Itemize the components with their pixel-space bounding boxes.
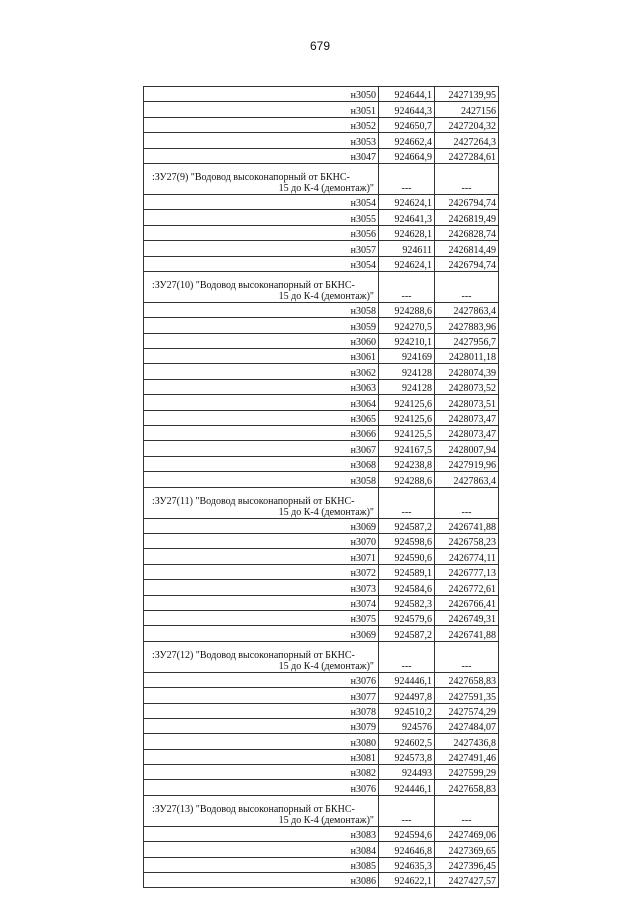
point-id-cell: н3079 <box>144 718 379 733</box>
table-row <box>144 826 499 841</box>
y-coordinate-cell: 2426774,11 <box>435 549 499 564</box>
x-coordinate-cell: 924589,1 <box>379 564 435 579</box>
y-coordinate-cell: 2427658,83 <box>435 780 499 795</box>
table-row <box>144 718 499 733</box>
y-coordinate-cell: 2427658,83 <box>435 672 499 687</box>
y-coordinate-cell: --- <box>435 641 499 672</box>
table-row <box>144 518 499 533</box>
section-title-cell <box>144 271 379 302</box>
section-header-row <box>144 271 499 302</box>
y-coordinate-cell: 2427863,4 <box>435 302 499 317</box>
table-row <box>144 749 499 764</box>
x-coordinate-cell: 924270,5 <box>379 318 435 333</box>
table-row <box>144 410 499 425</box>
x-coordinate-cell: 924664,9 <box>379 148 435 163</box>
section-title-line1: :ЗУ27(10) "Водовод высоконапорный от БКНС- <box>152 279 355 291</box>
y-coordinate-cell: 2428011,18 <box>435 349 499 364</box>
y-coordinate-cell: 2427427,57 <box>435 873 499 888</box>
point-id-cell: н3068 <box>144 456 379 471</box>
x-coordinate-cell: 924128 <box>379 379 435 394</box>
point-id-cell: н3051 <box>144 102 379 117</box>
table-row <box>144 241 499 256</box>
y-coordinate-cell: 2428007,94 <box>435 441 499 456</box>
y-coordinate-cell: 2428074,39 <box>435 364 499 379</box>
section-header-row <box>144 163 499 194</box>
point-id-cell: н3063 <box>144 379 379 394</box>
point-id-cell: н3076 <box>144 780 379 795</box>
y-coordinate-cell: 2427574,29 <box>435 703 499 718</box>
x-coordinate-cell: 924590,6 <box>379 549 435 564</box>
x-coordinate-cell: 924573,8 <box>379 749 435 764</box>
point-id-cell: н3055 <box>144 210 379 225</box>
table-row <box>144 580 499 595</box>
x-coordinate-cell: --- <box>379 163 435 194</box>
x-coordinate-cell: 924288,6 <box>379 302 435 317</box>
table-row <box>144 765 499 780</box>
table-row <box>144 87 499 102</box>
y-coordinate-cell: --- <box>435 163 499 194</box>
section-title-line1: :ЗУ27(11) "Водовод высоконапорный от БКНС- <box>152 495 355 507</box>
x-coordinate-cell: 924576 <box>379 718 435 733</box>
x-coordinate-cell: 924624,1 <box>379 194 435 209</box>
table-row <box>144 780 499 795</box>
x-coordinate-cell: 924497,8 <box>379 688 435 703</box>
y-coordinate-cell: --- <box>435 487 499 518</box>
y-coordinate-cell: 2427204,32 <box>435 117 499 132</box>
x-coordinate-cell: 924579,6 <box>379 610 435 625</box>
section-title-line2: 15 до К-4 (демонтаж)" <box>278 182 374 194</box>
x-coordinate-cell: --- <box>379 795 435 826</box>
section-title-line2: 15 до К-4 (демонтаж)" <box>278 290 374 302</box>
table-row <box>144 256 499 271</box>
point-id-cell: н3083 <box>144 826 379 841</box>
point-id-cell: н3073 <box>144 580 379 595</box>
point-id-cell: н3075 <box>144 610 379 625</box>
point-id-cell: н3074 <box>144 595 379 610</box>
point-id-cell: н3062 <box>144 364 379 379</box>
point-id-cell: н3054 <box>144 194 379 209</box>
y-coordinate-cell: 2427264,3 <box>435 133 499 148</box>
table-row <box>144 148 499 163</box>
x-coordinate-cell: 924167,5 <box>379 441 435 456</box>
table-row <box>144 441 499 456</box>
table-row <box>144 564 499 579</box>
point-id-cell: н3084 <box>144 842 379 857</box>
table-row <box>144 703 499 718</box>
x-coordinate-cell: --- <box>379 487 435 518</box>
point-id-cell: н3060 <box>144 333 379 348</box>
coordinates-table-body <box>144 87 499 888</box>
x-coordinate-cell: 924641,3 <box>379 210 435 225</box>
x-coordinate-cell: 924128 <box>379 364 435 379</box>
x-coordinate-cell: 924611 <box>379 241 435 256</box>
y-coordinate-cell: 2426741,88 <box>435 626 499 641</box>
y-coordinate-cell: 2427396,45 <box>435 857 499 872</box>
x-coordinate-cell: 924210,1 <box>379 333 435 348</box>
x-coordinate-cell: 924594,6 <box>379 826 435 841</box>
table-row <box>144 595 499 610</box>
y-coordinate-cell: --- <box>435 271 499 302</box>
table-row <box>144 472 499 487</box>
point-id-cell: н3061 <box>144 349 379 364</box>
point-id-cell: н3081 <box>144 749 379 764</box>
point-id-cell: н3072 <box>144 564 379 579</box>
y-coordinate-cell: 2427591,35 <box>435 688 499 703</box>
section-title-line1: :ЗУ27(9) "Водовод высоконапорный от БКНС- <box>152 171 350 183</box>
point-id-cell: н3054 <box>144 256 379 271</box>
table-row <box>144 873 499 888</box>
y-coordinate-cell: 2426772,61 <box>435 580 499 595</box>
x-coordinate-cell: 924446,1 <box>379 672 435 687</box>
y-coordinate-cell: 2426758,23 <box>435 533 499 548</box>
table-row <box>144 610 499 625</box>
point-id-cell: н3059 <box>144 318 379 333</box>
y-coordinate-cell: 2427469,06 <box>435 826 499 841</box>
point-id-cell: н3086 <box>144 873 379 888</box>
y-coordinate-cell: 2427956,7 <box>435 333 499 348</box>
x-coordinate-cell: 924644,3 <box>379 102 435 117</box>
y-coordinate-cell: 2427491,46 <box>435 749 499 764</box>
table-row <box>144 318 499 333</box>
x-coordinate-cell: 924125,6 <box>379 395 435 410</box>
point-id-cell: н3069 <box>144 518 379 533</box>
x-coordinate-cell: --- <box>379 641 435 672</box>
table-row <box>144 225 499 240</box>
y-coordinate-cell: 2428073,51 <box>435 395 499 410</box>
y-coordinate-cell: 2426777,13 <box>435 564 499 579</box>
section-title-line1: :ЗУ27(12) "Водовод высоконапорный от БКНС- <box>152 649 355 661</box>
section-title-line1: :ЗУ27(13) "Водовод высоконапорный от БКНС- <box>152 803 355 815</box>
point-id-cell: н3077 <box>144 688 379 703</box>
x-coordinate-cell: 924584,6 <box>379 580 435 595</box>
x-coordinate-cell: 924646,8 <box>379 842 435 857</box>
y-coordinate-cell: 2427883,96 <box>435 318 499 333</box>
table-row <box>144 117 499 132</box>
y-coordinate-cell: 2427139,95 <box>435 87 499 102</box>
table-row <box>144 364 499 379</box>
x-coordinate-cell: 924602,5 <box>379 734 435 749</box>
table-row <box>144 210 499 225</box>
table-row <box>144 688 499 703</box>
y-coordinate-cell: 2427863,4 <box>435 472 499 487</box>
x-coordinate-cell: 924628,1 <box>379 225 435 240</box>
point-id-cell: н3071 <box>144 549 379 564</box>
x-coordinate-cell: 924493 <box>379 765 435 780</box>
table-row <box>144 133 499 148</box>
x-coordinate-cell: --- <box>379 271 435 302</box>
x-coordinate-cell: 924598,6 <box>379 533 435 548</box>
point-id-cell: н3066 <box>144 426 379 441</box>
point-id-cell: н3065 <box>144 410 379 425</box>
x-coordinate-cell: 924446,1 <box>379 780 435 795</box>
section-title-line2: 15 до К-4 (демонтаж)" <box>278 660 374 672</box>
point-id-cell: н3050 <box>144 87 379 102</box>
y-coordinate-cell: 2426819,49 <box>435 210 499 225</box>
table-row <box>144 349 499 364</box>
table-row <box>144 734 499 749</box>
table-row <box>144 379 499 394</box>
y-coordinate-cell: 2428073,47 <box>435 426 499 441</box>
y-coordinate-cell: 2426794,74 <box>435 256 499 271</box>
point-id-cell: н3047 <box>144 148 379 163</box>
y-coordinate-cell: 2426794,74 <box>435 194 499 209</box>
table-row <box>144 533 499 548</box>
section-title-cell <box>144 795 379 826</box>
table-row <box>144 456 499 471</box>
y-coordinate-cell: 2427919,96 <box>435 456 499 471</box>
x-coordinate-cell: 924238,8 <box>379 456 435 471</box>
section-header-row <box>144 487 499 518</box>
section-title-line2: 15 до К-4 (демонтаж)" <box>278 506 374 518</box>
table-row <box>144 333 499 348</box>
x-coordinate-cell: 924125,6 <box>379 410 435 425</box>
point-id-cell: н3070 <box>144 533 379 548</box>
section-title-cell <box>144 487 379 518</box>
section-title-cell <box>144 641 379 672</box>
point-id-cell: н3076 <box>144 672 379 687</box>
section-header-row <box>144 795 499 826</box>
page-number: 679 <box>309 39 331 53</box>
table-row <box>144 626 499 641</box>
x-coordinate-cell: 924624,1 <box>379 256 435 271</box>
point-id-cell: н3058 <box>144 472 379 487</box>
point-id-cell: н3058 <box>144 302 379 317</box>
x-coordinate-cell: 924650,7 <box>379 117 435 132</box>
y-coordinate-cell: 2427369,65 <box>435 842 499 857</box>
point-id-cell: н3067 <box>144 441 379 456</box>
x-coordinate-cell: 924510,2 <box>379 703 435 718</box>
x-coordinate-cell: 924125,5 <box>379 426 435 441</box>
point-id-cell: н3052 <box>144 117 379 132</box>
point-id-cell: н3082 <box>144 765 379 780</box>
x-coordinate-cell: 924662,4 <box>379 133 435 148</box>
x-coordinate-cell: 924582,3 <box>379 595 435 610</box>
point-id-cell: н3078 <box>144 703 379 718</box>
table-row <box>144 302 499 317</box>
table-row <box>144 842 499 857</box>
y-coordinate-cell: 2428073,52 <box>435 379 499 394</box>
table-row <box>144 395 499 410</box>
table-row <box>144 102 499 117</box>
y-coordinate-cell: 2426766,41 <box>435 595 499 610</box>
y-coordinate-cell: --- <box>435 795 499 826</box>
section-title-cell <box>144 163 379 194</box>
table-row <box>144 857 499 872</box>
y-coordinate-cell: 2427156 <box>435 102 499 117</box>
y-coordinate-cell: 2427484,07 <box>435 718 499 733</box>
y-coordinate-cell: 2427284,61 <box>435 148 499 163</box>
point-id-cell: н3056 <box>144 225 379 240</box>
y-coordinate-cell: 2426814,49 <box>435 241 499 256</box>
x-coordinate-cell: 924587,2 <box>379 518 435 533</box>
x-coordinate-cell: 924644,1 <box>379 87 435 102</box>
point-id-cell: н3085 <box>144 857 379 872</box>
x-coordinate-cell: 924622,1 <box>379 873 435 888</box>
point-id-cell: н3057 <box>144 241 379 256</box>
coordinates-table <box>143 86 499 888</box>
x-coordinate-cell: 924587,2 <box>379 626 435 641</box>
table-row <box>144 426 499 441</box>
point-id-cell: н3080 <box>144 734 379 749</box>
point-id-cell: н3064 <box>144 395 379 410</box>
y-coordinate-cell: 2427436,8 <box>435 734 499 749</box>
table-row <box>144 672 499 687</box>
point-id-cell: н3053 <box>144 133 379 148</box>
table-row <box>144 549 499 564</box>
table-row <box>144 194 499 209</box>
y-coordinate-cell: 2426749,31 <box>435 610 499 625</box>
x-coordinate-cell: 924635,3 <box>379 857 435 872</box>
x-coordinate-cell: 924288,6 <box>379 472 435 487</box>
y-coordinate-cell: 2427599,29 <box>435 765 499 780</box>
section-header-row <box>144 641 499 672</box>
x-coordinate-cell: 924169 <box>379 349 435 364</box>
y-coordinate-cell: 2428073,47 <box>435 410 499 425</box>
y-coordinate-cell: 2426741,88 <box>435 518 499 533</box>
section-title-line2: 15 до К-4 (демонтаж)" <box>278 814 374 826</box>
point-id-cell: н3069 <box>144 626 379 641</box>
y-coordinate-cell: 2426828,74 <box>435 225 499 240</box>
